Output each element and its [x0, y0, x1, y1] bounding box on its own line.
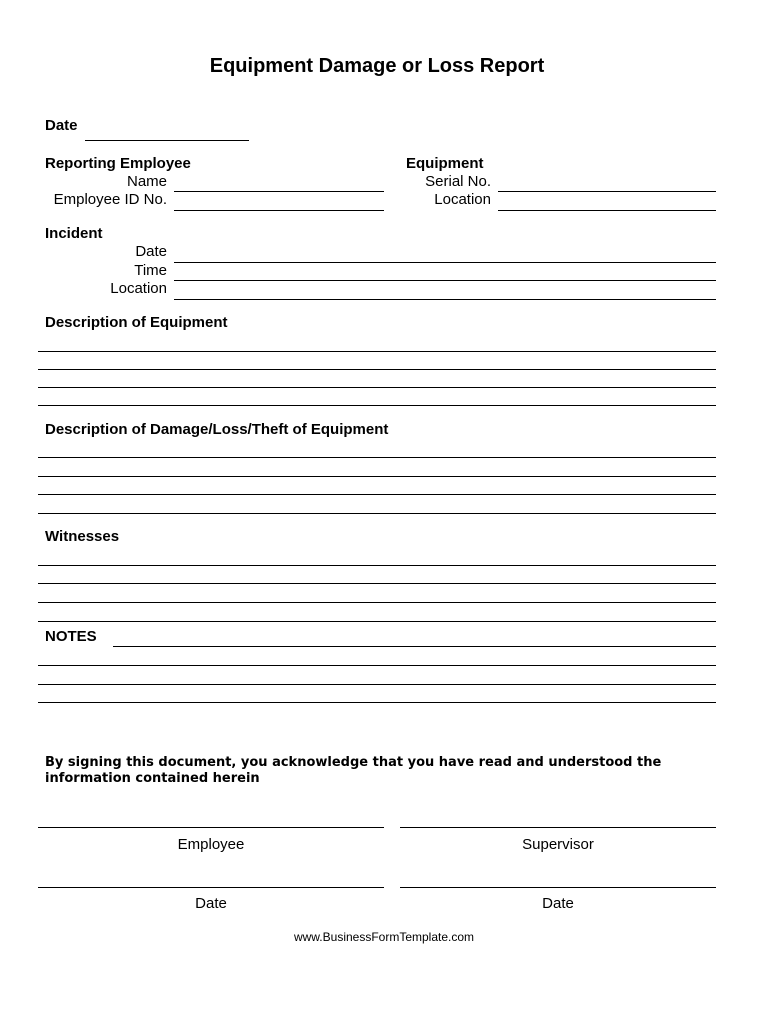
- serial-no-label: Serial No.: [425, 173, 491, 190]
- acknowledgement-text: By signing this document, you acknowledge that you have read and understood the information contained herein: [45, 755, 662, 786]
- employee-id-label: Employee ID No.: [53, 191, 167, 208]
- witnesses-line[interactable]: [38, 602, 716, 603]
- footer-url: www.BusinessFormTemplate.com: [293, 930, 475, 944]
- witnesses-line[interactable]: [38, 565, 716, 566]
- employee-id-field[interactable]: [174, 210, 384, 211]
- employee-signature-label: Employee: [177, 836, 245, 853]
- date-field[interactable]: [85, 140, 249, 141]
- description-damage-line[interactable]: [38, 494, 716, 495]
- equipment-location-field[interactable]: [498, 210, 716, 211]
- description-equipment-line[interactable]: [38, 387, 716, 388]
- incident-location-field[interactable]: [174, 299, 716, 300]
- notes-heading: NOTES: [45, 628, 97, 645]
- notes-line[interactable]: [113, 646, 716, 647]
- witnesses-line[interactable]: [38, 583, 716, 584]
- witnesses-line[interactable]: [38, 621, 716, 622]
- equipment-location-label: Location: [434, 191, 491, 208]
- employee-date-line[interactable]: [38, 887, 384, 888]
- supervisor-date-label: Date: [542, 895, 574, 912]
- witnesses-heading: Witnesses: [45, 528, 120, 545]
- notes-line[interactable]: [38, 665, 716, 666]
- incident-heading: Incident: [45, 225, 103, 242]
- reporting-employee-heading: Reporting Employee: [45, 155, 191, 172]
- employee-name-field[interactable]: [174, 191, 384, 192]
- serial-no-field[interactable]: [498, 191, 716, 192]
- supervisor-signature-line[interactable]: [400, 827, 716, 828]
- equipment-heading: Equipment: [406, 155, 484, 172]
- employee-name-label: Name: [126, 173, 167, 190]
- description-equipment-line[interactable]: [38, 405, 716, 406]
- incident-time-label: Time: [134, 262, 167, 279]
- notes-line[interactable]: [38, 702, 716, 703]
- incident-date-label: Date: [135, 243, 167, 260]
- supervisor-date-line[interactable]: [400, 887, 716, 888]
- description-damage-heading: Description of Damage/Loss/Theft of Equipment: [45, 421, 389, 438]
- description-equipment-heading: Description of Equipment: [45, 314, 228, 331]
- description-equipment-line[interactable]: [38, 369, 716, 370]
- description-equipment-line[interactable]: [38, 351, 716, 352]
- supervisor-signature-label: Supervisor: [522, 836, 594, 853]
- description-damage-line[interactable]: [38, 513, 716, 514]
- notes-line[interactable]: [38, 684, 716, 685]
- form-title: Equipment Damage or Loss Report: [209, 55, 545, 77]
- incident-date-field[interactable]: [174, 262, 716, 263]
- incident-time-field[interactable]: [174, 280, 716, 281]
- employee-signature-line[interactable]: [38, 827, 384, 828]
- description-damage-line[interactable]: [38, 476, 716, 477]
- incident-location-label: Location: [110, 280, 167, 297]
- employee-date-label: Date: [195, 895, 227, 912]
- date-label: Date: [45, 117, 78, 134]
- description-damage-line[interactable]: [38, 457, 716, 458]
